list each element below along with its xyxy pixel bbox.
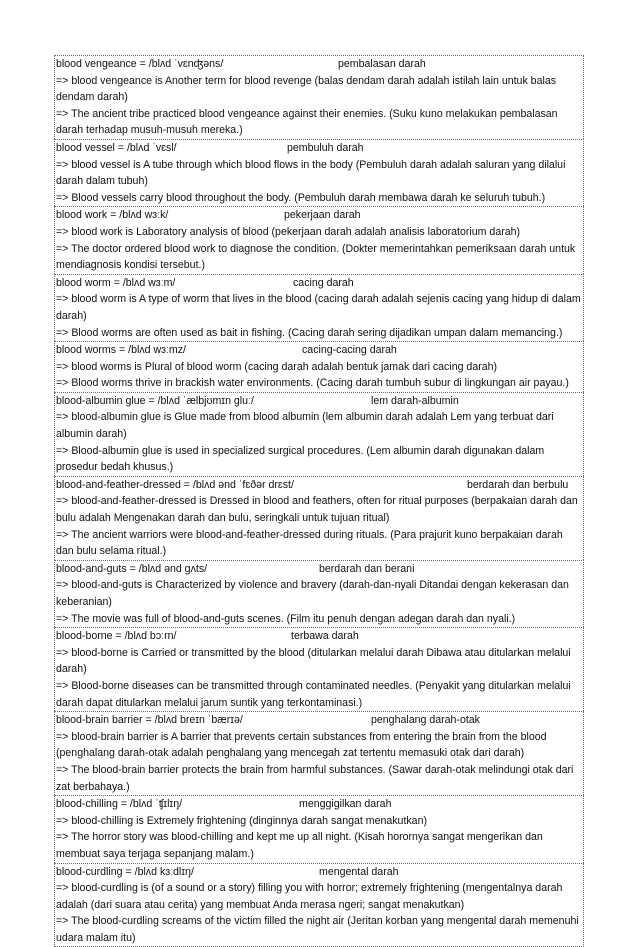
entry-definition: => blood work is Laboratory analysis of blood (pekerjaan darah adalah analisis laboratorium darah)	[55, 224, 583, 241]
vocabulary-document	[54, 55, 584, 947]
entry-term: blood-curdling = /blʌd kɜːdlɪŋ/	[56, 864, 319, 881]
entry-translation: terbawa darah	[291, 628, 359, 645]
entry-header	[55, 712, 583, 729]
entry-example: => The horror story was blood-chilling and kept me up all night. (Kisah horornya sangat mengerikan dan membuat saya terjaga sepanjang malam.)	[55, 829, 583, 862]
entry-header	[55, 342, 583, 359]
entry-translation: lem darah-albumin	[371, 393, 459, 410]
entry-blood-curdling	[54, 863, 584, 947]
entry-definition: => blood worms is Plural of blood worm (cacing darah adalah bentuk jamak dari cacing darah)	[55, 359, 583, 376]
entry-blood-brain-barrier	[54, 711, 584, 795]
entry-header	[55, 140, 583, 157]
entry-term: blood-and-feather-dressed = /blʌd ənd ˈfɛðər drɛst/	[56, 477, 467, 494]
entry-definition: => blood-chilling is Extremely frightening (dinginnya darah sangat menakutkan)	[55, 813, 583, 830]
entry-translation: menggigilkan darah	[299, 796, 391, 813]
entry-blood-worms	[54, 341, 584, 392]
entry-example: => The blood-brain barrier protects the brain from harmful substances. (Sawar darah-otak melindungi otak dari zat berbahaya.)	[55, 762, 583, 795]
entry-term: blood worm = /blʌd wɜːm/	[56, 275, 293, 292]
entry-term: blood worms = /blʌd wɜːmz/	[56, 342, 302, 359]
entry-header	[55, 628, 583, 645]
entry-term: blood vengeance = /blʌd ˈvɛnʤəns/	[56, 56, 338, 73]
entry-definition: => blood-and-feather-dressed is Dressed in blood and feathers, often for ritual purposes (berpakaian darah dan bulu adalah Mengenakan darah dan bulu, seringkali untuk tujuan ritual)	[55, 493, 583, 526]
entry-translation: pembalasan darah	[338, 56, 426, 73]
entry-example: => Blood-borne diseases can be transmitted through contaminated needles. (Penyakit yang ditularkan melalui darah dapat ditularkan melalui jarum suntik yang terkontaminasi.)	[55, 678, 583, 711]
entry-translation: berdarah dan berbulu	[467, 477, 568, 494]
entry-example: => The ancient tribe practiced blood vengeance against their enemies. (Suku kuno melakukan pembalasan darah terhadap musuh-musuh mereka.)	[55, 106, 583, 139]
entry-header	[55, 561, 583, 578]
entry-definition: => blood vengeance is Another term for blood revenge (balas dendam darah adalah istilah lain untuk balas dendam darah)	[55, 73, 583, 106]
entry-example: => The doctor ordered blood work to diagnose the condition. (Dokter memerintahkan pemeriksaan darah untuk mendiagnosis kondisi tersebut.)	[55, 241, 583, 274]
entry-translation: cacing darah	[293, 275, 354, 292]
entry-term: blood-chilling = /blʌd ˈʧɪlɪŋ/	[56, 796, 299, 813]
entry-blood-and-guts	[54, 560, 584, 627]
entry-translation: penghalang darah-otak	[371, 712, 480, 729]
entry-example: => Blood vessels carry blood throughout the body. (Pembuluh darah membawa darah ke seluruh tubuh.)	[55, 190, 583, 207]
entry-definition: => blood-brain barrier is A barrier that prevents certain substances from entering the brain from the blood (penghalang darah-otak adalah penghalang yang mencegah zat tertentu memasuki otak dari darah)	[55, 729, 583, 762]
entry-header	[55, 56, 583, 73]
entry-example: => Blood worms thrive in brackish water environments. (Cacing darah tumbuh subur di lingkungan air payau.)	[55, 375, 583, 392]
entry-term: blood-albumin glue = /blʌd ˈælbjʊmɪn ɡluː/	[56, 393, 371, 410]
entry-example: => The blood-curdling screams of the victim filled the night air (Jeritan korban yang mengental darah memenuhi udara malam itu)	[55, 913, 583, 946]
entry-translation: mengental darah	[319, 864, 399, 881]
entry-term: blood work = /blʌd wɜːk/	[56, 207, 284, 224]
entry-definition: => blood-curdling is (of a sound or a story) filling you with horror; extremely frightening (mengentalnya darah adalah (dari suara atau cerita) yang membuat Anda merasa ngeri; sangat menakutkan)	[55, 880, 583, 913]
entry-translation: pembuluh darah	[287, 140, 364, 157]
entry-definition: => blood-and-guts is Characterized by violence and bravery (darah-dan-nyali Ditandai dengan kekerasan dan keberanian)	[55, 577, 583, 610]
entry-blood-vessel	[54, 139, 584, 206]
entry-example: => Blood worms are often used as bait in fishing. (Cacing darah sering dijadikan umpan dalam memancing.)	[55, 325, 583, 342]
entry-header	[55, 275, 583, 292]
entry-definition: => blood vessel is A tube through which blood flows in the body (Pembuluh darah adalah saluran yang dilalui darah dalam tubuh)	[55, 157, 583, 190]
entry-header	[55, 393, 583, 410]
entry-example: => Blood-albumin glue is used in specialized surgical procedures. (Lem albumin darah digunakan dalam prosedur bedah khusus.)	[55, 443, 583, 476]
entry-term: blood-and-guts = /blʌd ənd ɡʌts/	[56, 561, 319, 578]
entry-blood-worm	[54, 274, 584, 341]
entry-blood-albumin-glue	[54, 392, 584, 476]
entry-example: => The movie was full of blood-and-guts scenes. (Film itu penuh dengan adegan darah dan nyali.)	[55, 611, 583, 628]
entry-definition: => blood-borne is Carried or transmitted by the blood (ditularkan melalui darah Dibawa atau ditularkan melalui darah)	[55, 645, 583, 678]
entry-definition: => blood worm is A type of worm that lives in the blood (cacing darah adalah sejenis cacing yang hidup di dalam darah)	[55, 291, 583, 324]
entry-blood-borne	[54, 627, 584, 711]
entry-term: blood-borne = /blʌd bɔːrn/	[56, 628, 291, 645]
entry-blood-work	[54, 206, 584, 273]
entry-definition: => blood-albumin glue is Glue made from blood albumin (lem albumin darah adalah Lem yang terbuat dari albumin darah)	[55, 409, 583, 442]
entry-term: blood vessel = /blʌd ˈvɛsl/	[56, 140, 287, 157]
entry-example: => The ancient warriors were blood-and-feather-dressed during rituals. (Para prajurit kuno berpakaian darah dan bulu selama ritual.)	[55, 527, 583, 560]
entry-header	[55, 477, 583, 494]
entry-translation: pekerjaan darah	[284, 207, 361, 224]
entry-term: blood-brain barrier = /blʌd breɪn ˈbærɪə/	[56, 712, 371, 729]
entry-translation: berdarah dan berani	[319, 561, 414, 578]
entry-blood-and-feather-dressed	[54, 476, 584, 560]
entry-blood-vengeance	[54, 55, 584, 139]
entry-header	[55, 796, 583, 813]
entry-translation: cacing-cacing darah	[302, 342, 397, 359]
entry-header	[55, 207, 583, 224]
entry-blood-chilling	[54, 795, 584, 862]
entry-header	[55, 864, 583, 881]
